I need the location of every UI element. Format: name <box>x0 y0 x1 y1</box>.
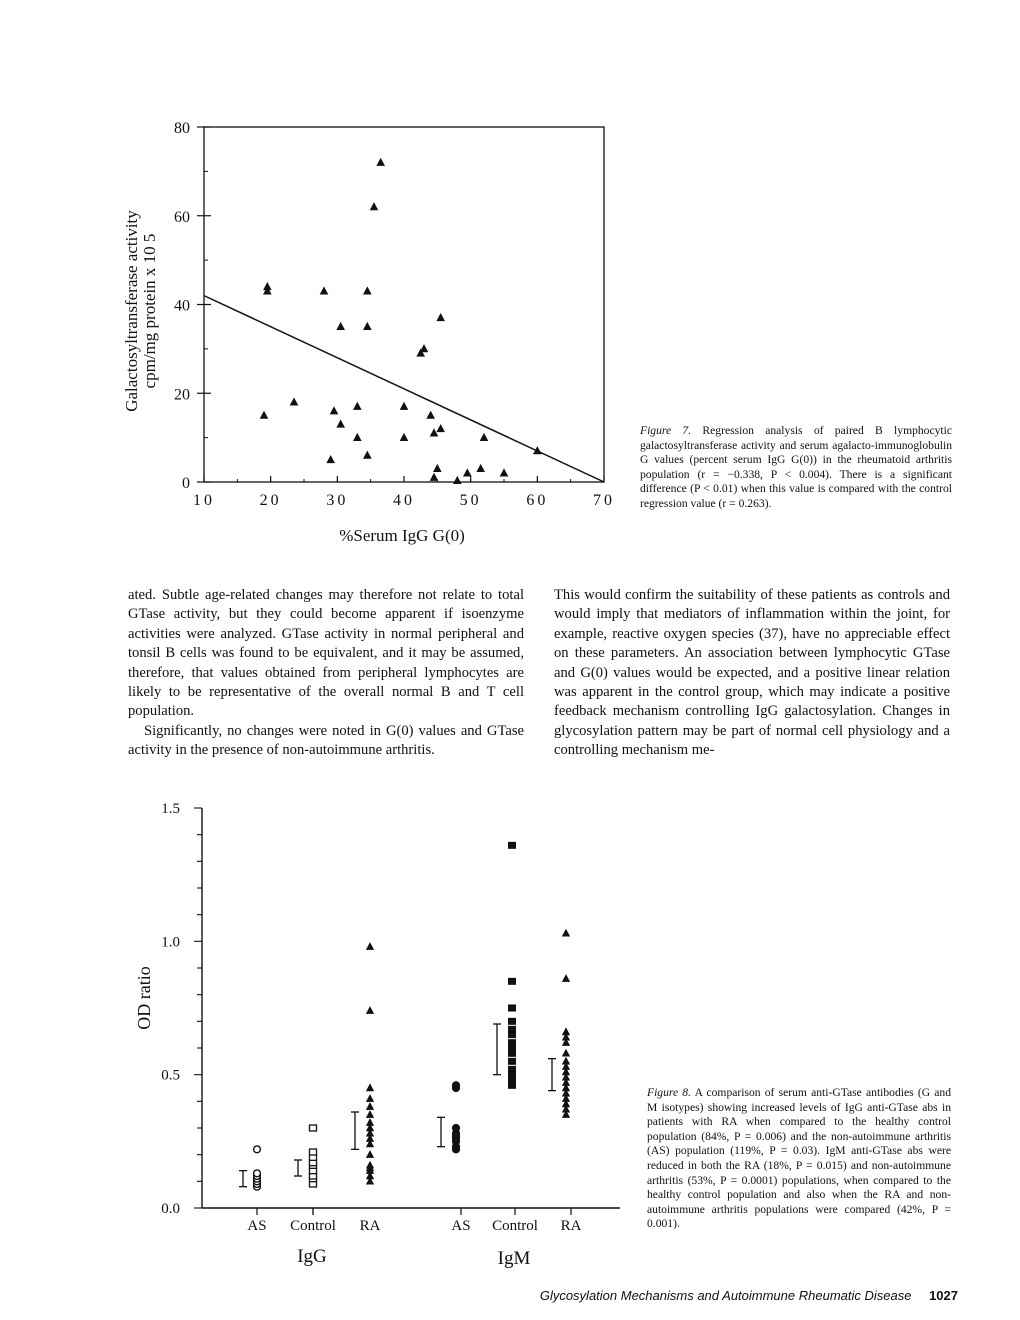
body-left-paragraph-1: ated. Subtle age-related changes may therefore not relate to total GTase activity, but they could become apparent if isoenzyme activities were analyzed. GTase activity in normal peripheral and tonsil B cells was found to be equivalent, and it may be assumed, therefore, that values obtained from peripheral lymphocytes are likely to be representative of the overall normal B and T cell population. <box>128 587 524 720</box>
fig7-data-point <box>463 468 472 476</box>
fig7-data-point <box>320 286 329 294</box>
fig7-x-tick-label: 30 <box>326 492 349 509</box>
fig8-data-point <box>453 1125 460 1132</box>
body-left-column <box>128 586 524 761</box>
fig8-data-point <box>508 1058 516 1065</box>
fig8-data-point <box>508 1039 516 1046</box>
journal-title: Glycosylation Mechanisms and Autoimmune Rheumatic Disease <box>539 1288 912 1303</box>
fig8-data-point <box>562 1057 570 1065</box>
fig8-data-point <box>562 974 570 982</box>
fig7-data-point <box>363 322 372 330</box>
fig8-data-point <box>366 1110 374 1118</box>
fig8-data-point <box>366 1083 374 1091</box>
fig7-y-tick-label: 20 <box>174 386 190 404</box>
fig7-data-point <box>420 344 429 352</box>
fig7-data-point <box>363 286 372 294</box>
fig8-x-tick-label: AS <box>247 1218 267 1234</box>
fig8-data-point <box>508 1005 516 1012</box>
fig8-group-label-igg: IgG <box>297 1246 327 1267</box>
fig7-x-tick-label: 50 <box>459 492 482 509</box>
fig8-data-point <box>366 1006 374 1014</box>
fig7-x-axis-label: %Serum IgG G(0) <box>339 526 465 545</box>
fig8-y-tick-label: 0.0 <box>161 1201 180 1217</box>
fig7-data-point <box>263 286 272 294</box>
fig8-data-point <box>366 1150 374 1158</box>
fig7-data-point <box>353 402 362 410</box>
fig8-data-point <box>508 842 516 849</box>
fig7-plot-frame <box>204 127 604 482</box>
fig7-x-tick-label: 60 <box>526 492 549 509</box>
fig8-y-tick-label: 0.5 <box>161 1067 180 1084</box>
fig7-regression-line <box>204 296 604 482</box>
fig8-axes <box>161 801 620 1234</box>
fig7-data-point <box>336 322 345 330</box>
fig7-data-point <box>376 158 385 166</box>
fig7-data-point <box>480 433 489 441</box>
fig8-data-point <box>310 1125 317 1131</box>
fig8-group-label-igm: IgM <box>497 1248 531 1269</box>
fig7-y-axis-label-line2: cpm/mg protein x 10 5 <box>140 233 159 389</box>
fig8-data-point <box>508 1026 516 1033</box>
figure-8-caption-text: A comparison of serum anti-GTase antibodies (G and M isotypes) showing increased levels of IgG anti-GTase abs in patients with RA when compared to the healthy control population (84%, P = 0.006) and the non-autoimmune arthritis (AS) population (119%, P = 0.03). IgM anti-GTase abs were reduced in both the RA (18%, P = 0.015) and non-autoimmune arthritis (53%, P = 0.0001) populations, when compared to the healthy control population and also when the RA and non-autoimmune arthritis populations were compared (42%, P = 0.001). <box>647 1086 951 1231</box>
fig8-data-point <box>453 1082 460 1089</box>
fig7-data-point <box>433 464 442 472</box>
fig7-data-point <box>436 313 445 321</box>
figure-8-label: Figure 8. <box>647 1086 692 1099</box>
figure-7-chart <box>0 0 640 560</box>
fig8-data-point <box>508 1066 516 1073</box>
page-footer <box>540 1288 958 1303</box>
body-right-column <box>554 586 950 761</box>
fig7-y-tick-label: 60 <box>174 208 190 226</box>
fig7-data-point <box>353 433 362 441</box>
fig7-x-tick-label: 70 <box>593 492 615 509</box>
fig7-data-point <box>430 473 439 481</box>
fig7-marks <box>204 158 604 484</box>
fig8-x-tick-label: Control <box>290 1218 336 1234</box>
body-right-paragraph-1: This would confirm the suitability of these patients as controls and would imply that mediators of inflammation within the joint, for example, reactive oxygen species (37), have no appreciable effect on these parameters. An association between lymphocytic GTase and G(0) values would be expected, and a positive linear relation was apparent in the control group, which may indicate a positive feedback mechanism controlling IgG galactosylation. Changes in glycosylation pattern may be part of normal cell physiology and a controlling mechanism me- <box>554 587 950 759</box>
fig7-y-tick-label: 0 <box>182 475 190 492</box>
fig8-data-point <box>562 1027 570 1035</box>
fig8-data-point <box>508 978 516 985</box>
fig7-data-point <box>260 411 269 419</box>
fig8-x-tick-label: RA <box>560 1218 582 1234</box>
fig7-y-tick-label: 40 <box>174 297 190 315</box>
fig8-marks <box>239 842 570 1190</box>
fig8-data-point <box>254 1146 261 1153</box>
fig7-data-point <box>370 202 379 210</box>
fig7-data-point <box>430 428 439 436</box>
fig7-data-point <box>400 433 409 441</box>
fig8-y-axis-label: OD ratio <box>134 966 154 1030</box>
fig8-data-point <box>562 1049 570 1057</box>
fig7-data-point <box>400 402 409 410</box>
fig8-data-point <box>366 1094 374 1102</box>
fig7-axes <box>174 120 615 509</box>
figure-8-chart <box>0 790 640 1280</box>
figure-7-label: Figure 7. <box>640 424 692 437</box>
fig7-data-point <box>330 406 339 414</box>
fig7-x-tick-label: 20 <box>259 492 282 509</box>
fig8-data-point <box>254 1170 261 1177</box>
fig7-data-point <box>436 424 445 432</box>
fig8-x-tick-label: AS <box>451 1218 471 1234</box>
fig8-data-point <box>366 1161 374 1169</box>
fig7-x-tick-label: 40 <box>393 492 415 509</box>
fig8-x-tick-label: RA <box>359 1218 381 1234</box>
fig8-data-point <box>366 1118 374 1126</box>
fig7-data-point <box>336 420 345 428</box>
fig7-data-point <box>426 411 435 419</box>
fig7-data-point <box>363 451 372 459</box>
page-number: 1027 <box>929 1288 958 1303</box>
fig7-data-point <box>326 455 335 463</box>
fig7-data-point <box>290 397 299 405</box>
fig8-data-point <box>310 1149 317 1155</box>
figure-7-caption-text: Regression analysis of paired B lymphocytic galactosyltransferase activity and serum agalacto-immunoglobulin G values (percent serum IgG G(0)) in the rheumatoid arthritis population (r = −0.338, P < 0.004). There is a significant difference (P < 0.01) when this value is compared with the control regression value (r = 0.263). <box>640 424 953 510</box>
fig8-y-tick-label: 1.5 <box>161 801 180 817</box>
figure-8-caption <box>647 1086 951 1232</box>
fig8-data-point <box>366 942 374 950</box>
fig7-data-point <box>500 468 509 476</box>
body-left-paragraph-2: Significantly, no changes were noted in G(0) values and GTase activity in the presence of non-autoimmune arthritis. <box>128 722 524 759</box>
figure-7-caption <box>640 424 952 512</box>
fig8-x-tick-label: Control <box>492 1218 538 1234</box>
fig7-data-point <box>476 464 485 472</box>
fig7-x-tick-label: 10 <box>193 492 215 509</box>
fig8-data-point <box>366 1102 374 1110</box>
fig8-data-point <box>508 1018 516 1025</box>
fig7-data-point <box>453 476 462 484</box>
fig7-y-tick-label: 80 <box>174 120 190 137</box>
fig7-y-axis-label-line1: Galactosyltransferase activity <box>122 210 141 412</box>
fig8-y-tick-label: 1.0 <box>161 934 180 951</box>
fig8-data-point <box>562 929 570 937</box>
